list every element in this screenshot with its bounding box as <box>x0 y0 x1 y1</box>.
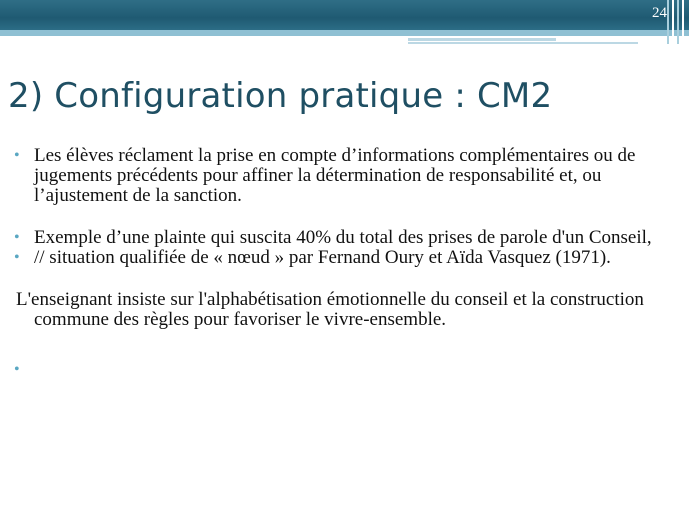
header-underline <box>0 30 689 36</box>
bullet-dot: • <box>14 229 20 246</box>
bullet-dot: • <box>14 361 20 378</box>
bullet-item <box>14 146 654 206</box>
bullet-text: Exemple d’une plainte qui suscita 40% du total des prises de parole d'un Conseil, <box>34 227 652 248</box>
header-vline <box>667 0 669 44</box>
paragraph <box>14 290 654 330</box>
slide-title: 2) Configuration pratique : CM2 <box>8 76 553 116</box>
bullet-item <box>14 248 654 268</box>
header-stripe <box>408 38 556 41</box>
bullet-dot: • <box>14 249 20 266</box>
paragraph-text: L'enseignant insiste sur l'alphabétisation émotionnelle du conseil et la construction commune des règles pour favoriser le vivre-ensemble. <box>16 289 644 330</box>
bullet-text: Les élèves réclament la prise en compte d’informations complémentaires ou de jugements précédents pour affiner la détermination de responsabilité et, ou l’ajustement de la sanction. <box>34 145 636 206</box>
slide-content <box>14 145 654 378</box>
bullet-text: // situation qualifiée de « nœud » par Fernand Oury et Aïda Vasquez (1971). <box>34 247 611 268</box>
bullet-dot: • <box>14 147 20 164</box>
header-bar <box>0 0 689 30</box>
header-vline <box>672 0 674 44</box>
header-vline <box>677 0 679 44</box>
slide-number: 24 <box>652 5 667 21</box>
header-vline <box>682 0 684 44</box>
header-stripe <box>408 42 638 44</box>
bullet-item <box>14 228 654 248</box>
